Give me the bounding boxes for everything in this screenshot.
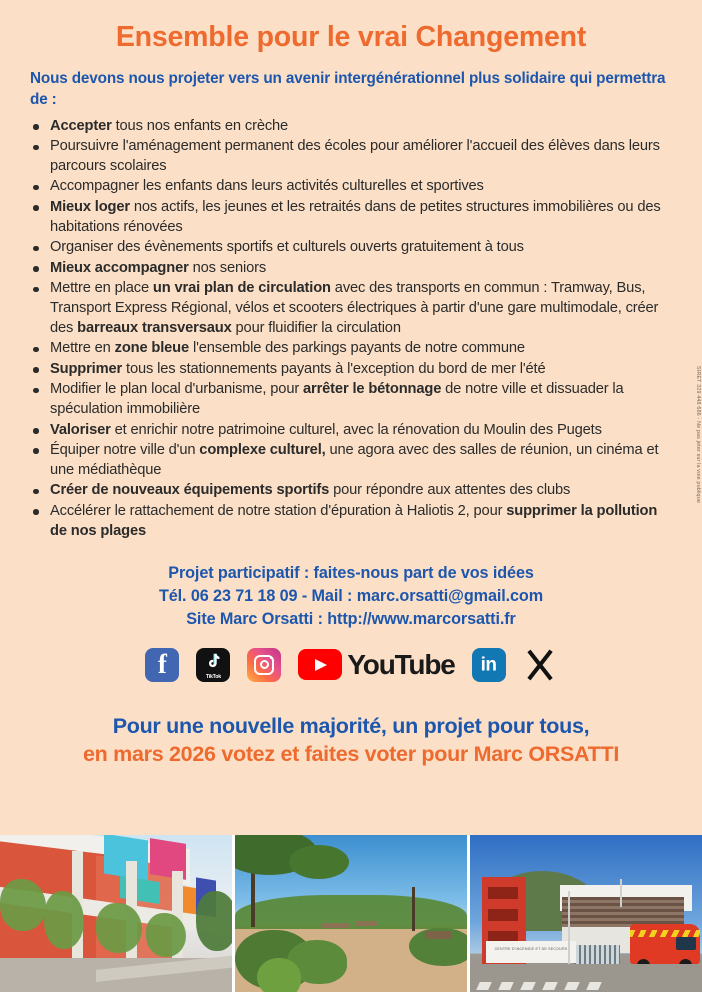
x-twitter-icon (523, 648, 557, 682)
slogan-line-1: Pour une nouvelle majorité, un projet pour tous, (112, 713, 590, 738)
facebook-link[interactable] (145, 648, 179, 682)
proposal-item: Modifier le plan local d'urbanisme, pour arrêter le bétonnage de notre ville et dissuader la spéculation immobilière (30, 380, 672, 420)
photo-public-park (235, 835, 467, 992)
x-twitter-link[interactable] (523, 648, 557, 682)
linkedin-label: in (480, 654, 497, 676)
tiktok-note-icon (205, 653, 221, 670)
closing-slogan (30, 713, 672, 769)
intro-text: Nous devons nous projeter vers un avenir intergénérationnel plus solidaire qui permettra de : (30, 70, 666, 108)
proposal-item: Équiper notre ville d'un complexe culturel, une agora avec des salles de réunion, un cinéma et une médiathèque (30, 441, 672, 481)
proposal-item: Mettre en place un vrai plan de circulation avec des transports en commun : Tramway, Bus, Transport Express Régional, vélos et scooters électriques à partir d'une gare multimodale, créer des barreaux transversaux pour fluidifier la circulation (30, 279, 672, 339)
tiktok-label: TikTok (205, 673, 221, 680)
youtube-icon (298, 649, 342, 680)
proposal-item: Organiser des évènements sportifs et culturels ouverts gratuitement à tous (30, 238, 672, 258)
proposals-list (30, 117, 672, 542)
contact-line-participation: Projet participatif : faites-nous part de vos idées (168, 563, 534, 582)
page-title: Ensemble pour le vrai Changement (115, 21, 587, 53)
proposal-item: Supprimer tous les stationnements payants à l'exception du bord de mer l'été (30, 360, 672, 380)
proposal-item: Accompagner les enfants dans leurs activités culturelles et sportives (30, 177, 672, 197)
proposal-item: Mieux loger nos actifs, les jeunes et les retraités dans de petites structures immobilières ou des habitations rénovées (30, 198, 672, 238)
social-links-row (30, 644, 672, 686)
fire-station-sign-text: CENTRE D'INCENDIE ET DE SECOURS (494, 947, 568, 951)
proposal-item: Créer de nouveaux équipements sportifs pour répondre aux attentes des clubs (30, 481, 672, 501)
facebook-icon (145, 648, 179, 682)
proposal-item: Valoriser et enrichir notre patrimoine culturel, avec la rénovation du Moulin des Pugets (30, 421, 672, 441)
linkedin-link[interactable] (472, 648, 506, 682)
youtube-label: YouTube (347, 648, 455, 680)
tiktok-link[interactable] (196, 648, 230, 682)
photo-strip (0, 835, 702, 992)
legal-notice: SIRET 329 448 686 - Ne pas jeter sur la voie publique (695, 366, 701, 504)
proposal-item: Mettre en zone bleue l'ensemble des parkings payants de notre commune (30, 339, 672, 359)
proposal-item: Accélérer le rattachement de notre station d'épuration à Haliotis 2, pour supprimer la pollution de nos plages (30, 502, 672, 542)
contact-block (30, 562, 672, 631)
photo-colorful-school-building (0, 835, 232, 992)
slogan-line-2: en mars 2026 votez et faites voter pour Marc ORSATTI (82, 741, 619, 766)
proposal-item: Mieux accompagner nos seniors (30, 259, 672, 279)
instagram-link[interactable] (247, 648, 281, 682)
proposal-item: Poursuivre l'aménagement permanent des écoles pour améliorer l'accueil des élèves dans leurs parcours scolaires (30, 137, 672, 177)
linkedin-icon (472, 648, 506, 682)
proposal-item: Accepter tous nos enfants en crèche (30, 117, 672, 137)
instagram-icon (247, 648, 281, 682)
photo-fire-station (470, 835, 702, 992)
tiktok-icon (196, 648, 230, 682)
youtube-link[interactable] (298, 649, 454, 680)
contact-line-phone-mail: Tél. 06 23 71 18 09 - Mail : marc.orsatti@gmail.com (158, 586, 544, 605)
contact-line-website: Site Marc Orsatti : http://www.marcorsatti.fr (186, 609, 516, 628)
